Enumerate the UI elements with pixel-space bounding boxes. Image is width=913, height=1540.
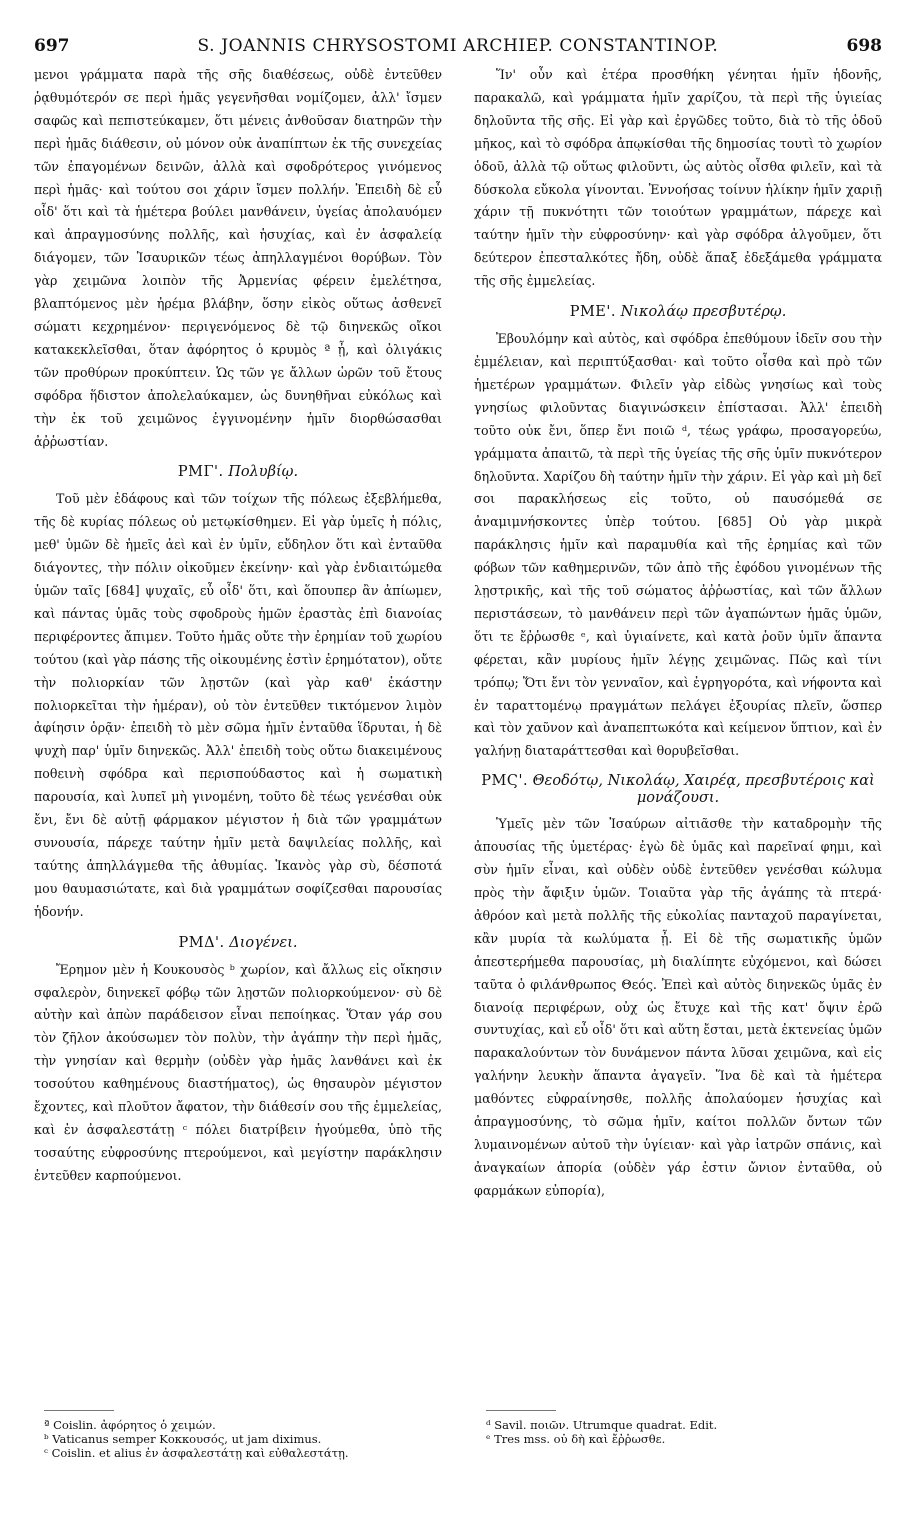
letter-text: Ἐβουλόμην καὶ αὐτὸς, καὶ σφόδρα ἐπεθύμουν ἰδεῖν σου τὴν ἐμμέλειαν, καὶ περιπτύξασθαι· καὶ τοῦτο οἶσθα καὶ πρὸ τῶν ἡμετέρων γραμμάτων. Φιλεῖν γὰρ εἰδὼς γνησίως καὶ τοὺς γνησίως φιλοῦντας διαγινώσκειν ἐπίστασαι. Ἀλλ' ἐπειδὴ τοῦτο οὐκ ἔνι, ὅπερ ἔνι ποιῶ ᵈ, τέως γράφω, προσαγορεύω, γράμματα ἀπαιτῶ, τὰ περὶ τῆς ὑγείας τῆς σῆς ὑμῖν πυκνότερον δηλοῦντα. Χαρίζου δὴ ταύτην ἡμῖν τὴν χάριν. Εἰ γὰρ καὶ μὴ δεῖ σοι παρακλήσεως εἰς τοῦτο, οὐ παυσόμεθά σε ἀναμιμνήσκοντες ὑπὲρ τούτου. [685] Οὐ γὰρ μικρὰ παράκλησις ἡμῖν καὶ παραμυθία καὶ τῆς ἐρημίας καὶ τῶν φόβων τῶν καθημερινῶν, τῶν ἀπὸ τῆς ἐφόδου γινομένων τῆς λῃστρικῆς, καὶ τῆς τοῦ σώματος ἀῤῥωστίας, καὶ τῶν ἄλλων περιστάσεων, τὸ μανθάνειν περὶ τῶν ἀγαπώντων ἡμᾶς ὑμῶν, ὅτι τε ἔῤῥωσθε ᵉ, καὶ ὑγιαίνετε, καὶ κατὰ ῥοῦν ὑμῖν ἅπαντα φέρεται, κἂν μυρίους ἡμῖν λέγῃς χειμῶνας. Πῶς καὶ τίνι τρόπῳ; Ὅτι ἔνι τὸν γενναῖον, καὶ ἐγρηγορότα, καὶ νήφοντα καὶ ἐν ταραττομένῳ πραγμάτων πελάγει ἐξουρίας πλεῖν, ὥσπερ καὶ τὸν χαῦνον καὶ ἀναπεπτωκότα καὶ κείμενον ὕπτιον, καὶ ἐν γαλήνῃ διαταράττεσθαι καὶ θορυβεῖσθαι. [474, 331, 882, 759]
letter-text: Ἵν' οὖν καὶ ἑτέρα προσθήκη γένηται ἡμῖν ἡδονῆς, παρακαλῶ, καὶ γράμματα ἡμῖν χαρίζου, τὰ περὶ τῆς ὑγιείας δηλοῦντα τῆς σῆς. Εἰ γὰρ καὶ ἐργῶδες τοῦτο, διὰ τὸ τῆς ὁδοῦ μῆκος, καὶ τὸ σφόδρα ἀπῳκίσθαι τῆς δημοσίας τουτὶ τὸ χωρίον ὁδοῦ, ἀλλὰ τῷ οὕτως φιλοῦντι, ὡς αὐτὸς οἶσθα φιλεῖν, καὶ τὰ δύσκολα εὔκολα γίνονται. Ἐννοήσας τοίνυν ἡλίκην ἡμῖν χαριῇ χάριν τῇ πυκνότητι τῶν τοιούτων γραμμάτων, πάρεχε καὶ ταύτην ἡμῖν τὴν εὐφροσύνην· καὶ γὰρ σφόδρα ἀλγοῦμεν, ὅτι δεύτερον ἐπεσταλκότες ἤδη, οὐδὲ ἅπαξ ἐδεξάμεθα γράμματα τῆς σῆς ἐμμελείας. [474, 67, 882, 289]
right-column [474, 64, 882, 1203]
letter-addressee: Διογένει. [229, 934, 298, 951]
footnote-rule [44, 1410, 114, 1411]
letter-text: Ὑμεῖς μὲν τῶν Ἰσαύρων αἰτιᾶσθε τὴν καταδρομὴν τῆς ἀπουσίας τῆς ὑμετέρας· ἐγὼ δὲ ὑμᾶς καὶ παρεῖναί φημι, καὶ σὺν ἡμῖν εἶναι, καὶ οὐδὲν οὐδὲ ἐντεῦθεν γενέσθαι κώλυμα πρὸς τὴν ἄφιξιν ὑμῶν. Τοιαῦτα γὰρ τῆς ἀγάπης τὰ πτερά· ἀθρόον καὶ μετὰ πολλῆς τῆς εὐκολίας πανταχοῦ παραγίνεται, κἂν μυρία τὰ κωλύματα ᾖ. Εἰ δὲ τῆς σωματικῆς ὑμῶν ἀπεστερήμεθα παρουσίας, μὴ διαλίπητε εὐχόμενοι, καὶ δώσει ταῦτα ὁ φιλάνθρωπος Θεός. Ἐπεὶ καὶ αὐτὸς διηνεκῶς ὑμᾶς ἐν διανοίᾳ περιφέρων, οὐχ ὡς ἔτυχε καὶ τῆς κατ' ὄψιν ἐρῶ συντυχίας, καὶ εὖ οἶδ' ὅτι καὶ αὕτη ἔσται, μετὰ ἐκτενείας ὑμῶν παρακαλούντων τὸν δυνάμενον πάντα λῦσαι χειμῶνα, καὶ εἰς γαλήνην λευκὴν ἅπαντα ἀγαγεῖν. Ἵνα δὲ καὶ τὰ ἡμέτερα μαθόντες εὐφραίνησθε, πολλῆς ἀπολαύομεν ἡσυχίας καὶ ἀπραγμοσύνης, τὸ σῶμα ἡμῖν, καίτοι πολλῶν ὄντων τῶν λυμαινομένων αὐτοῦ τὴν ὑγίειαν· καὶ γὰρ ἰατρῶν σπάνις, καὶ ἀναγκαίων ἀπορία (οὐδὲν γάρ ἐστιν ὤνιον ἐνταῦθα, οὐ φαρμάκων εὐπορία), [474, 816, 882, 1198]
footnote: ᵈ Savil. ποιῶν. Utrumque quadrat. Edit. [486, 1418, 718, 1432]
letter-addressee: Θεοδότῳ, Νικολάῳ, Χαιρέᾳ, πρεσβυτέροις καὶ μονάζουσι. [532, 773, 875, 807]
footnote: ᵉ Tres mss. οὐ δὴ καὶ ἔῤῥωσθε. [486, 1432, 666, 1446]
running-title: S. JOANNIS CHRYSOSTOMI ARCHIEP. CONSTANTINOP. [197, 36, 719, 56]
footnotes-right [486, 1418, 894, 1446]
left-column [34, 64, 442, 1188]
letter-number: ΡΜΔ'. [178, 934, 225, 951]
footnote: ᶜ Coislin. et alius ἐν ἀσφαλεστάτῃ καὶ εὐθαλεστάτῃ. [44, 1446, 349, 1460]
footnote: ᵇ Vaticanus semper Κοκκουσός, ut jam diximus. [44, 1432, 322, 1446]
letter-addressee: Πολυβίῳ. [228, 464, 299, 481]
running-header [34, 36, 882, 58]
letter-text: Ἔρημον μὲν ἡ Κουκουσὸς ᵇ χωρίον, καὶ ἄλλως εἰς οἴκησιν σφαλερὸν, διηνεκεῖ φόβῳ τῶν λῃστῶν πολιορκούμενον· σὺ δὲ αὐτὴν καὶ ἀπὼν παράδεισον εἶναι πεποίηκας. Ὅταν γάρ σου τὸν ζῆλον ἀκούσωμεν τὸν πολὺν, τὴν ἀγάπην τὴν περὶ ἡμᾶς, τὴν γνησίαν καὶ θερμὴν (οὐδὲν γὰρ ἡμᾶς λανθάνει καὶ ἐκ τοσούτου καθημένους διαστήματος), ὡς θησαυρὸν μέγιστον ἔχοντες, καὶ πλοῦτον ἄφατον, τὴν διάθεσίν σου τῆς ἐμμελείας, καὶ ἐν ἀσφαλεστάτῃ ᶜ πόλει διατρίβειν ἡγούμεθα, ὑπὸ τῆς τοσαύτης εὐφροσύνης πτερούμενοι, καὶ μεγίστην παράκλησιν ἐντεῦθεν καρπούμενοι. [34, 961, 442, 1183]
footnotes-left [44, 1418, 452, 1460]
page-number-left: 697 [34, 36, 70, 56]
page-number-right: 698 [846, 36, 882, 56]
letter-heading-146 [474, 773, 882, 807]
letter-text: μενοι γράμματα παρὰ τῆς σῆς διαθέσεως, οὐδὲ ἐντεῦθεν ῥᾳθυμότερόν σε περὶ ἡμᾶς γεγενῆσθαι νομίζομεν, ἀλλ' ἴσμεν σαφῶς καὶ πεπιστεύκαμεν, ὅτι μένεις ἀνθοῦσαν διατηρῶν τὴν περὶ ἡμᾶς διάθεσιν, οὐ μόνον οὐκ ἀναπίπτων ἐκ τῆς συνεχείας τῶν ἐπαγομένων δεινῶν, ἀλλὰ καὶ σφοδρότερος γινόμενος περὶ ἡμᾶς· καὶ τούτου σοι χάριν ἴσμεν πολλήν. Ἐπειδὴ δὲ εὖ οἶδ' ὅτι καὶ τὰ ἡμέτερα βούλει μανθάνειν, ὑγείας ἀπολαυόμεν καὶ ἀπραγμοσύνης πολλῆς, καὶ ἡσυχίας, καὶ ἐν ἀσφαλείᾳ διάγομεν, τῶν Ἰσαυρικῶν τέως ἀπηλλαγμένοι θορύβων. Τὸν γὰρ χειμῶνα λοιπὸν τῆς Ἀρμενίας φέρειν ἐμελέτησα, βλαπτόμενος μὲν ἠρέμα βλάβην, ὅσην εἰκὸς οὕτως ἀσθενεῖ σώματι κεχρημένον· περιγενόμενος δὲ τῷ διηνεκῶς οἴκοι κατακεκλεῖσθαι, ὅταν ἀφόρητος ὁ κρυμὸς ª ᾖ, καὶ ὀλιγάκις τῶν προθύρων προκύπτειν. Ὡς τῶν γε ἄλλων ὡρῶν τοῦ ἔτους σφόδρα ἥδιστον ἀπολελαύκαμεν, ὡς δυνηθῆναι εὐκόλως καὶ τὴν ἐκ τοῦ χειμῶνος ἐγγινομένην ἡμῖν διορθώσασθαι ἀῤῥωστίαν. [34, 67, 442, 449]
letter-heading-144 [34, 934, 442, 953]
letter-text: Τοῦ μὲν ἐδάφους καὶ τῶν τοίχων τῆς πόλεως ἐξεβλήμεθα, τῆς δὲ κυρίας πόλεως οὐ μετῳκίσθημεν. Εἰ γὰρ ὑμεῖς ἡ πόλις, μεθ' ὑμῶν δὲ ἡμεῖς ἀεὶ καὶ ἐν ὑμῖν, εὔδηλον ὅτι καὶ ἐνταῦθα διάγοντες, τὴν πόλιν οἰκοῦμεν ἐκείνην· καὶ γὰρ ἐνδιαιτώμεθα ὑμῶν ταῖς [684] ψυχαῖς, εὖ οἶδ' ὅτι, καὶ ὅπουπερ ἂν ἀπίωμεν, καὶ πάντας ὑμᾶς τοὺς σφοδροὺς ἡμῶν ἐραστὰς ἐπὶ διανοίας περιφέροντες ἄπιμεν. Τοῦτο ἡμᾶς οὔτε τὴν ἐρημίαν τοῦ χωρίου τούτου (καὶ γὰρ πάσης τῆς οἰκουμένης ἐστὶν ἐρημότατον), οὔτε τὴν πολιορκίαν τῶν λῃστῶν (καὶ γὰρ καθ' ἑκάστην πολιορκεῖται τὴν ἡμέραν), οὐ τὸν ἐντεῦθεν τικτόμενον λιμὸν ἀφίησιν ὁρᾷν· ἐπειδὴ τὸ μὲν σῶμα ἡμῖν ἐνταῦθα ἵδρυται, ἡ δὲ ψυχὴ παρ' ὑμῖν διηνεκῶς. Ἀλλ' ἐπειδὴ τοὺς οὕτω διακειμένους ποθεινὴ σφόδρα καὶ περισπούδαστος καὶ ἡ σωματικὴ παρουσία, καὶ λυπεῖ μὴ γινομένη, τοῦτο δὲ τέως γενέσθαι οὐκ ἔνι, ἔνι δὲ αὐτῇ φάρμακον μέγιστον ἡ διὰ τῶν γραμμάτων συνουσία, πάρεχε ταύτην ἡμῖν μετὰ δαψιλείας πολλῆς, καὶ ταύτης ἀπηλλάγμεθα τῆς ἀθυμίας. Ἱκανὸς γὰρ σὺ, δέσποτά μου θαυμασιώτατε, καὶ διὰ γραμμάτων σοφίζεσθαι παρουσίας ἡδονήν. [34, 491, 442, 919]
footnote-rule [486, 1410, 556, 1411]
letter-heading-143 [34, 463, 442, 482]
letter-addressee: Νικολάῳ πρεσβυτέρῳ. [620, 304, 787, 321]
footnote: ª Coislin. ἀφόρητος ὁ χειμών. [44, 1418, 216, 1432]
letter-number: ΡΜΕ'. [569, 304, 616, 321]
letter-number: ΡΜϚ'. [481, 773, 529, 790]
letter-number: ΡΜΓ'. [177, 464, 224, 481]
letter-heading-145 [474, 303, 882, 322]
